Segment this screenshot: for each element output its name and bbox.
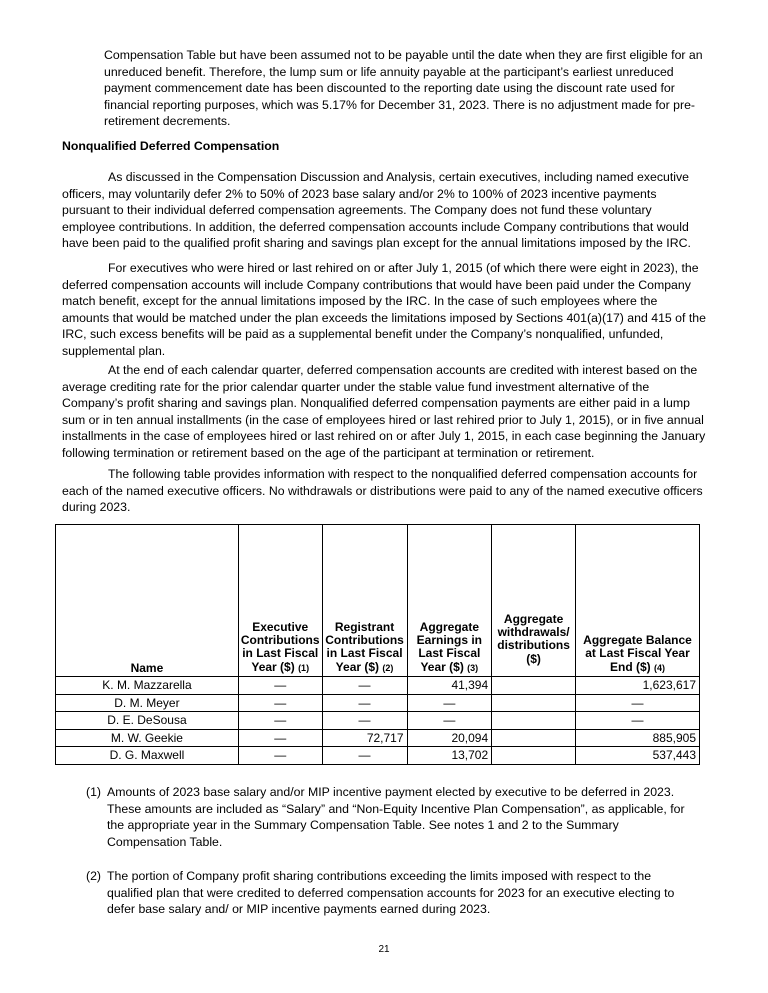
cell-withdrawals: [492, 729, 576, 747]
cell-name: K. M. Mazzarella: [56, 677, 239, 695]
header-name: Name: [56, 525, 239, 677]
cell-balance: —: [576, 712, 700, 730]
cell-name: D. E. DeSousa: [56, 712, 239, 730]
cell-reg-contrib: —: [322, 677, 407, 695]
footnote-2: [86, 868, 696, 918]
footnote-number: (2): [86, 869, 102, 883]
cell-reg-contrib: —: [322, 712, 407, 730]
paragraph-company-match: For executives who were hired or last rehired on or after July 1, 2015 (of which there were eight in 2023), the deferred compensation accounts will include Company contributions that would have been paid under the Company match benefit, except for the annual limitations imposed by the IRC. In the case of such employees where the amounts that would be matched under the plan exceeds the limitations imposed by Sections 401(a)(17) and 415 of the IRC, such excess benefits will be paid as a supplemental benefit under the Company’s nonqualified, unfunded, supplemental plan.: [62, 261, 706, 358]
cell-exec-contrib: —: [238, 677, 322, 695]
cell-balance: —: [576, 694, 700, 712]
paragraph-table-intro: The following table provides information with respect to the nonqualified deferred compensation accounts for each of the named executive officers. No withdrawals or distributions were paid to any of the named executive officers during 2023.: [62, 467, 703, 515]
paragraph-interest-crediting: At the end of each calendar quarter, deferred compensation accounts are credited with interest based on the average crediting rate for the prior calendar quarter under the stable value fund investment alternative of the Company’s profit sharing and savings plan. Nonqualified deferred compensation payments are either paid in a lump sum or in ten annual installments (in the case of employees hired or last rehired prior to July 1, 2015), or in five annual installments in the case of employees hired or last rehired on or after July 1, 2015, in each case beginning the January following termination or retirement based on the age of the participant at termination or retirement.: [62, 363, 706, 460]
cell-earnings: 20,094: [407, 729, 492, 747]
cell-name: M. W. Geekie: [56, 729, 239, 747]
section-heading: Nonqualified Deferred Compensation: [62, 139, 280, 153]
cell-earnings: 41,394: [407, 677, 492, 695]
table-row: [56, 694, 700, 712]
cell-reg-contrib: 72,717: [322, 729, 407, 747]
footnote-1: [86, 784, 696, 850]
cell-balance: 537,443: [576, 747, 700, 765]
cell-balance: 1,623,617: [576, 677, 700, 695]
table-row: [56, 747, 700, 765]
cell-withdrawals: [492, 677, 576, 695]
cell-withdrawals: [492, 712, 576, 730]
header-executive-contributions: Executive Contributions in Last Fiscal Year ($) (1): [238, 525, 322, 677]
table-row: [56, 729, 700, 747]
cell-earnings: —: [407, 694, 492, 712]
page-number: 21: [378, 944, 390, 955]
cell-exec-contrib: —: [238, 747, 322, 765]
header-registrant-contributions: Registrant Contributions in Last Fiscal Year ($) (2): [322, 525, 407, 677]
table-row: [56, 712, 700, 730]
footnote-text: Amounts of 2023 base salary and/or MIP incentive payment elected by executive to be deferred in 2023. These amounts are included as “Salary” and “Non-Equity Incentive Plan Compensation”, as applicable, for the appropriate year in the Summary Compensation Table. See notes 1 and 2 to the Summary Compensation Table.: [107, 785, 685, 849]
header-aggregate-withdrawals: Aggregate withdrawals/ distributions ($): [492, 525, 576, 677]
cell-exec-contrib: —: [238, 729, 322, 747]
cell-exec-contrib: —: [238, 712, 322, 730]
cell-name: D. G. Maxwell: [56, 747, 239, 765]
cell-withdrawals: [492, 747, 576, 765]
cell-reg-contrib: —: [322, 747, 407, 765]
cell-reg-contrib: —: [322, 694, 407, 712]
cell-name: D. M. Meyer: [56, 694, 239, 712]
table-row: [56, 677, 700, 695]
paragraph-voluntary-deferral: As discussed in the Compensation Discussion and Analysis, certain executives, including named executive officers, may voluntarily defer 2% to 50% of 2023 base salary and/or 2% to 100% of 2023 incentive payments pursuant to their individual deferred compensation agreements. The Company does not fund these voluntary employee contributions. In addition, the deferred compensation accounts include Company contributions that would have been paid to the qualified profit sharing and savings plan except for the annual limitations imposed by the IRC.: [62, 170, 691, 251]
header-aggregate-earnings: Aggregate Earnings in Last Fiscal Year ($) (3): [407, 525, 492, 677]
footnote-number: (1): [86, 785, 102, 799]
cell-balance: 885,905: [576, 729, 700, 747]
cell-withdrawals: [492, 694, 576, 712]
cell-earnings: —: [407, 712, 492, 730]
footnote-text: The portion of Company profit sharing contributions exceeding the limits imposed with respect to the qualified plan that were credited to deferred compensation accounts for 2023 for an executive electing to defer base salary and/ or MIP incentive payments earned during 2023.: [107, 869, 675, 917]
deferred-compensation-table: [55, 524, 700, 765]
header-aggregate-balance: Aggregate Balance at Last Fiscal Year End ($) (4): [576, 525, 700, 677]
intro-continuation-paragraph: Compensation Table but have been assumed not to be payable until the date when they are first eligible for an unreduced benefit. Therefore, the lump sum or life annuity payable at the participant’s earliest unreduced payment commencement date has been discounted to the reporting date using the discount rate used for financial reporting purposes, which was 5.17% for December 31, 2023. There is no adjustment made for pre-retirement decrements.: [104, 48, 703, 129]
cell-earnings: 13,702: [407, 747, 492, 765]
cell-exec-contrib: —: [238, 694, 322, 712]
